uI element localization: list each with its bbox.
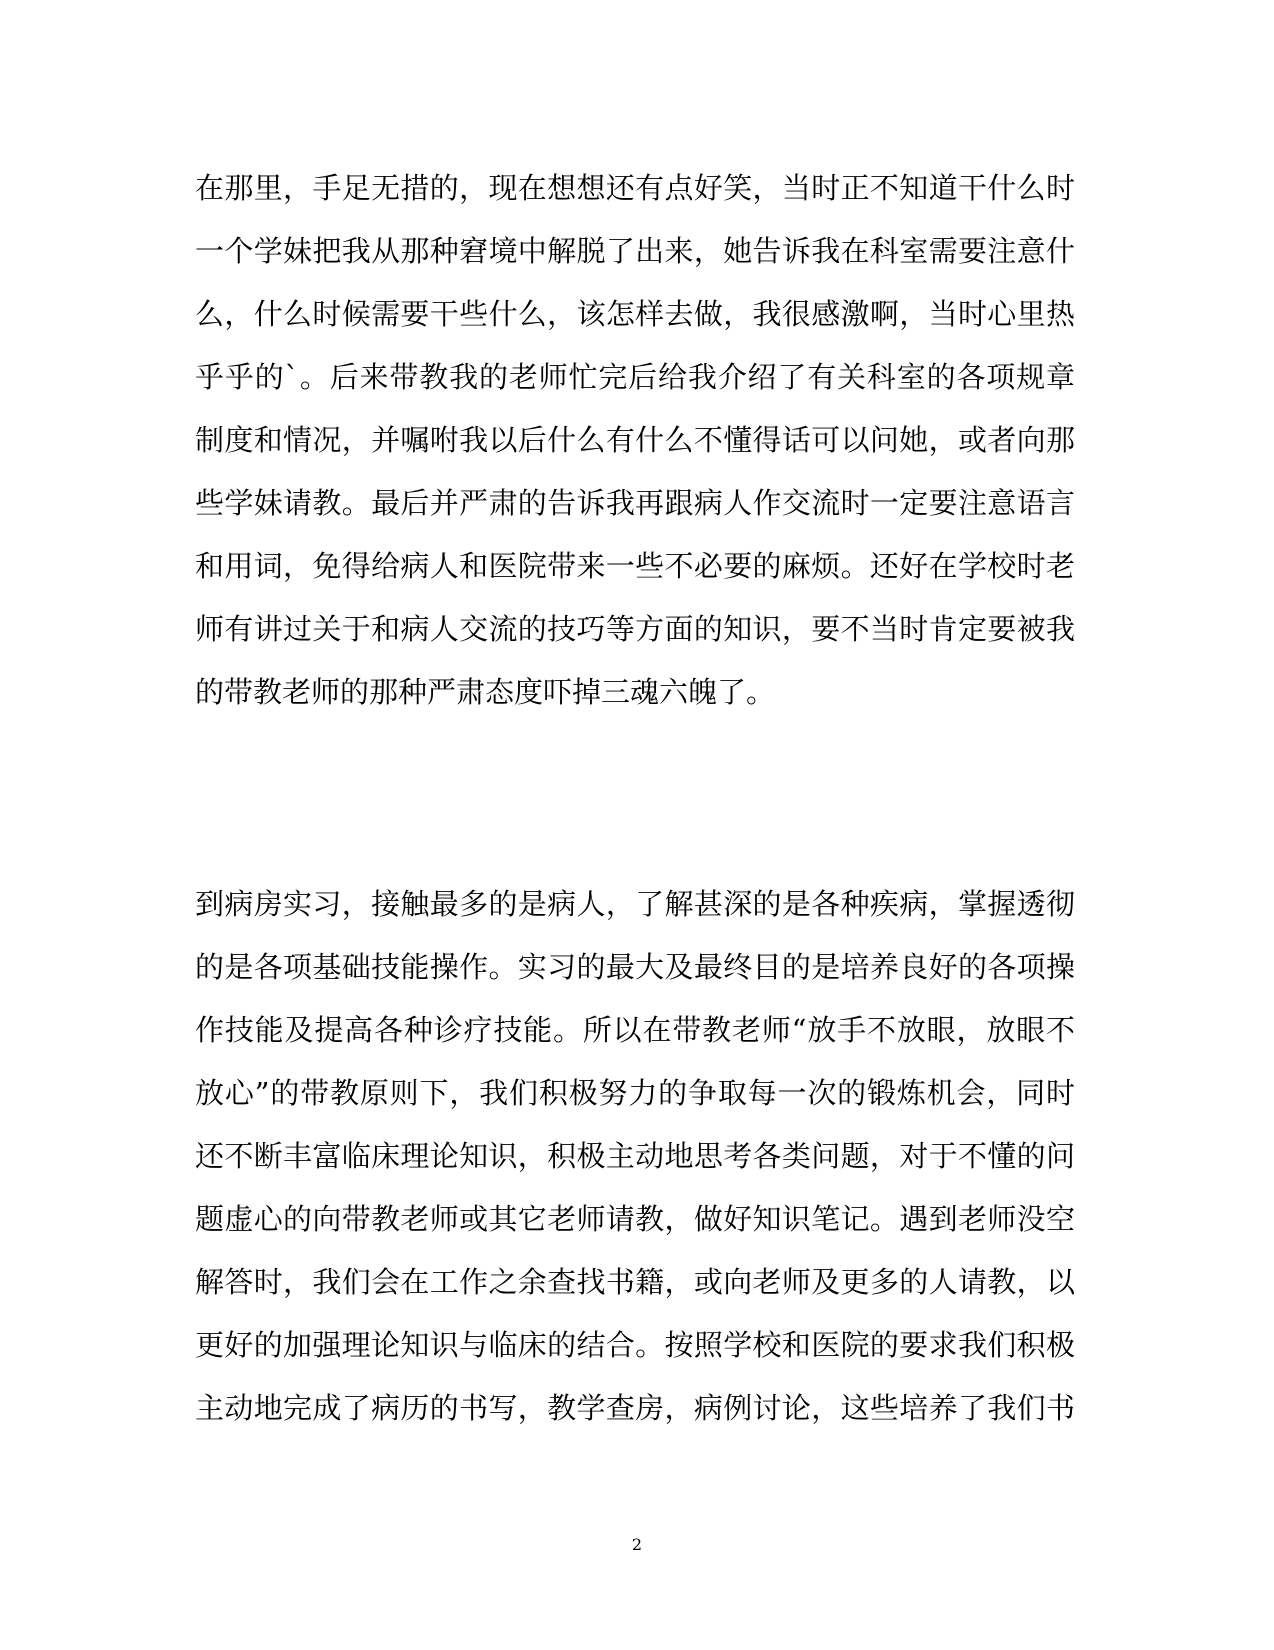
text-line: 一个学妹把我从那种窘境中解脱了出来，她告诉我在科室需要注意什 [195, 234, 1075, 268]
paragraph-2 [195, 873, 1075, 1440]
text-line: 和用词，免得给病人和医院带来一些不必要的麻烦。还好在学校时老 [195, 549, 1075, 583]
page-number: 2 [631, 1535, 643, 1554]
text-line: 解答时，我们会在工作之余查找书籍，或向老师及更多的人请教，以 [195, 1265, 1075, 1299]
text-line: 么，什么时候需要干些什么，该怎样去做，我很感激啊，当时心里热 [195, 297, 1075, 331]
text-line: 的带教老师的那种严肃态度吓掉三魂六魄了。 [195, 675, 776, 709]
text-line: 些学妹请教。最后并严肃的告诉我再跟病人作交流时一定要注意语言 [195, 486, 1075, 520]
text-line: 主动地完成了病历的书写，教学查房，病例讨论，这些培养了我们书 [195, 1391, 1075, 1425]
paragraph-1 [195, 157, 1075, 724]
text-line: 师有讲过关于和病人交流的技巧等方面的知识，要不当时肯定要被我 [195, 612, 1075, 646]
text-line: 更好的加强理论知识与临床的结合。按照学校和医院的要求我们积极 [195, 1328, 1075, 1362]
text-line: 乎乎的`。后来带教我的老师忙完后给我介绍了有关科室的各项规章 [195, 360, 1075, 394]
text-line: 题虚心的向带教老师或其它老师请教，做好知识笔记。遇到老师没空 [195, 1202, 1075, 1236]
text-line: 放心”的带教原则下，我们积极努力的争取每一次的锻炼机会，同时 [195, 1076, 1075, 1110]
text-line: 还不断丰富临床理论知识，积极主动地思考各类问题，对于不懂的问 [195, 1139, 1075, 1173]
text-line: 的是各项基础技能操作。实习的最大及最终目的是培养良好的各项操 [195, 950, 1075, 984]
text-line: 到病房实习，接触最多的是病人，了解甚深的是各种疾病，掌握透彻 [195, 887, 1075, 921]
text-line: 作技能及提高各种诊疗技能。所以在带教老师“放手不放眼，放眼不 [195, 1013, 1075, 1047]
text-line: 在那里，手足无措的，现在想想还有点好笑，当时正不知道干什么时 [195, 171, 1075, 205]
text-line: 制度和情况，并嘱咐我以后什么有什么不懂得话可以问她，或者向那 [195, 423, 1075, 457]
